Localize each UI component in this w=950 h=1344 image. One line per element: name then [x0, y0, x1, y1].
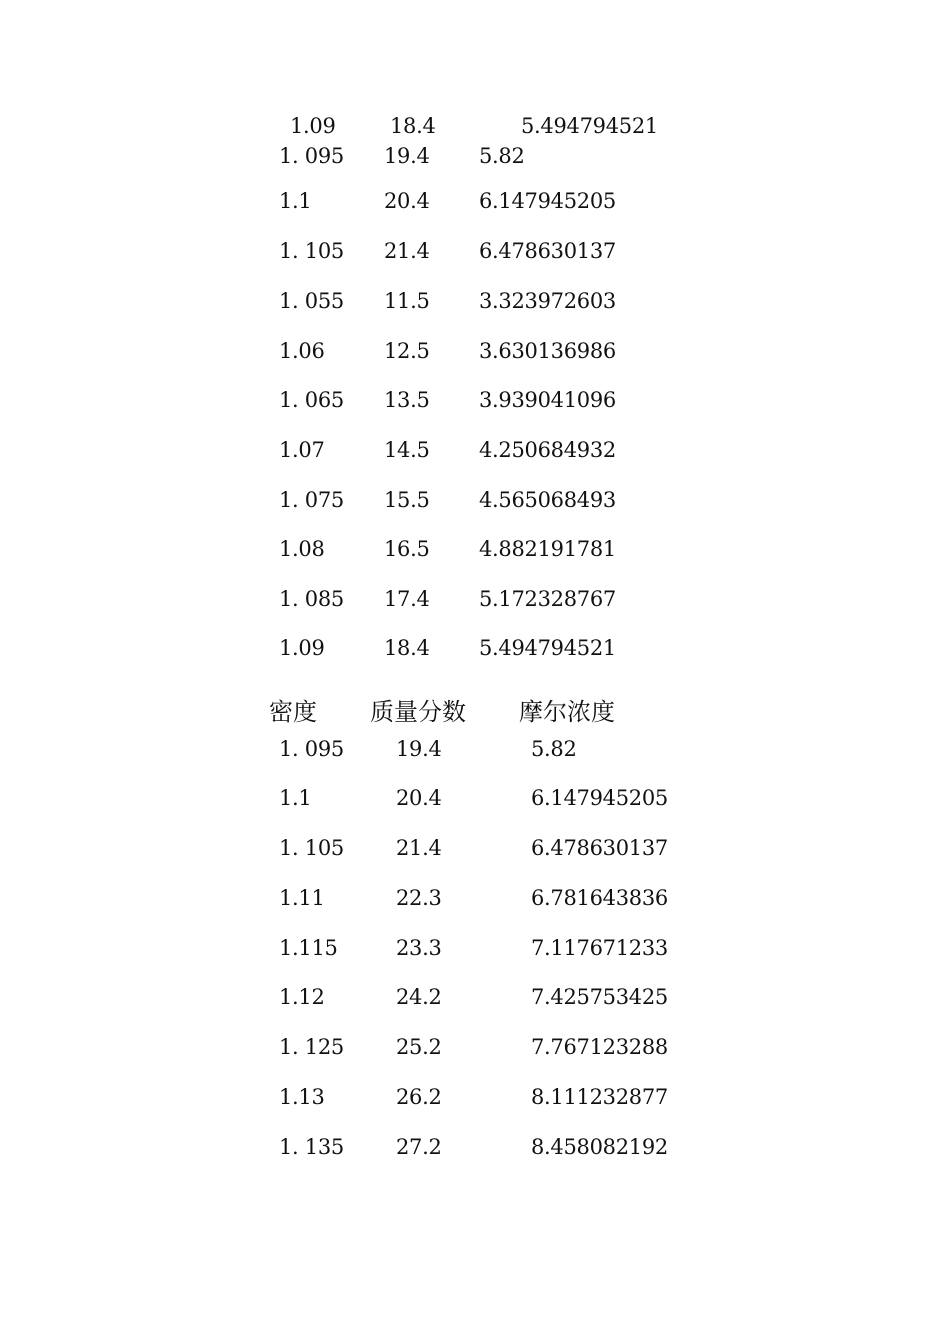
- molarity-cell: 4.250684932: [479, 438, 616, 462]
- mass-fraction-cell: 11.5: [384, 289, 430, 313]
- mass-fraction-cell: 16.5: [384, 537, 430, 561]
- mass-fraction-cell: 12.5: [384, 339, 430, 363]
- density-cell: 1. 135: [279, 1135, 344, 1159]
- molarity-cell: 6.478630137: [531, 836, 668, 860]
- mass-fraction-cell: 20.4: [384, 189, 430, 213]
- density-cell: 1.12: [279, 985, 325, 1009]
- mass-fraction-cell: 21.4: [384, 239, 430, 263]
- molarity-header: 摩尔浓度: [519, 698, 615, 726]
- molarity-cell: 6.147945205: [531, 786, 668, 810]
- mass-fraction-cell: 23.3: [396, 936, 442, 960]
- mass-fraction-cell: 14.5: [384, 438, 430, 462]
- molarity-cell: 5.494794521: [479, 636, 616, 660]
- molarity-cell: 8.458082192: [531, 1135, 668, 1159]
- density-cell: 1. 125: [279, 1035, 344, 1059]
- molarity-cell: 6.147945205: [479, 189, 616, 213]
- density-header: 密度: [269, 698, 317, 726]
- mass-fraction-cell: 24.2: [396, 985, 442, 1009]
- density-cell: 1. 095: [279, 737, 344, 761]
- density-cell: 1. 105: [279, 836, 344, 860]
- mass-fraction-cell: 18.4: [384, 636, 430, 660]
- density-cell: 1.11: [279, 886, 325, 910]
- molarity-cell: 8.111232877: [531, 1085, 668, 1109]
- density-cell: 1. 065: [279, 388, 344, 412]
- density-cell: 1.06: [279, 339, 325, 363]
- density-cell: 1. 085: [279, 587, 344, 611]
- molarity-cell: 7.117671233: [531, 936, 668, 960]
- density-cell: 1.09: [290, 114, 336, 138]
- molarity-cell: 3.323972603: [479, 289, 616, 313]
- mass-fraction-cell: 17.4: [384, 587, 430, 611]
- density-cell: 1. 095: [279, 144, 344, 168]
- mass-fraction-cell: 22.3: [396, 886, 442, 910]
- molarity-cell: 3.630136986: [479, 339, 616, 363]
- mass-fraction-cell: 21.4: [396, 836, 442, 860]
- density-cell: 1.1: [279, 786, 312, 810]
- molarity-cell: 5.494794521: [521, 114, 658, 138]
- density-cell: 1. 055: [279, 289, 344, 313]
- molarity-cell: 7.767123288: [531, 1035, 668, 1059]
- density-cell: 1.08: [279, 537, 325, 561]
- density-cell: 1.1: [279, 189, 312, 213]
- molarity-cell: 5.82: [479, 144, 525, 168]
- density-cell: 1.115: [279, 936, 338, 960]
- molarity-cell: 5.172328767: [479, 587, 616, 611]
- molarity-cell: 6.781643836: [531, 886, 668, 910]
- density-cell: 1.07: [279, 438, 325, 462]
- molarity-cell: 5.82: [531, 737, 577, 761]
- mass-fraction-cell: 19.4: [396, 737, 442, 761]
- mass-fraction-cell: 27.2: [396, 1135, 442, 1159]
- density-cell: 1.13: [279, 1085, 325, 1109]
- mass-fraction-cell: 26.2: [396, 1085, 442, 1109]
- molarity-cell: 4.565068493: [479, 488, 616, 512]
- molarity-cell: 3.939041096: [479, 388, 616, 412]
- density-cell: 1. 075: [279, 488, 344, 512]
- molarity-cell: 4.882191781: [479, 537, 616, 561]
- mass-fraction-cell: 18.4: [390, 114, 436, 138]
- mass-fraction-cell: 19.4: [384, 144, 430, 168]
- density-cell: 1. 105: [279, 239, 344, 263]
- molarity-cell: 7.425753425: [531, 985, 668, 1009]
- mass-fraction-cell: 25.2: [396, 1035, 442, 1059]
- density-cell: 1.09: [279, 636, 325, 660]
- mass-fraction-cell: 13.5: [384, 388, 430, 412]
- molarity-cell: 6.478630137: [479, 239, 616, 263]
- mass-fraction-cell: 20.4: [396, 786, 442, 810]
- mass-fraction-cell: 15.5: [384, 488, 430, 512]
- mass-fraction-header: 质量分数: [370, 698, 466, 726]
